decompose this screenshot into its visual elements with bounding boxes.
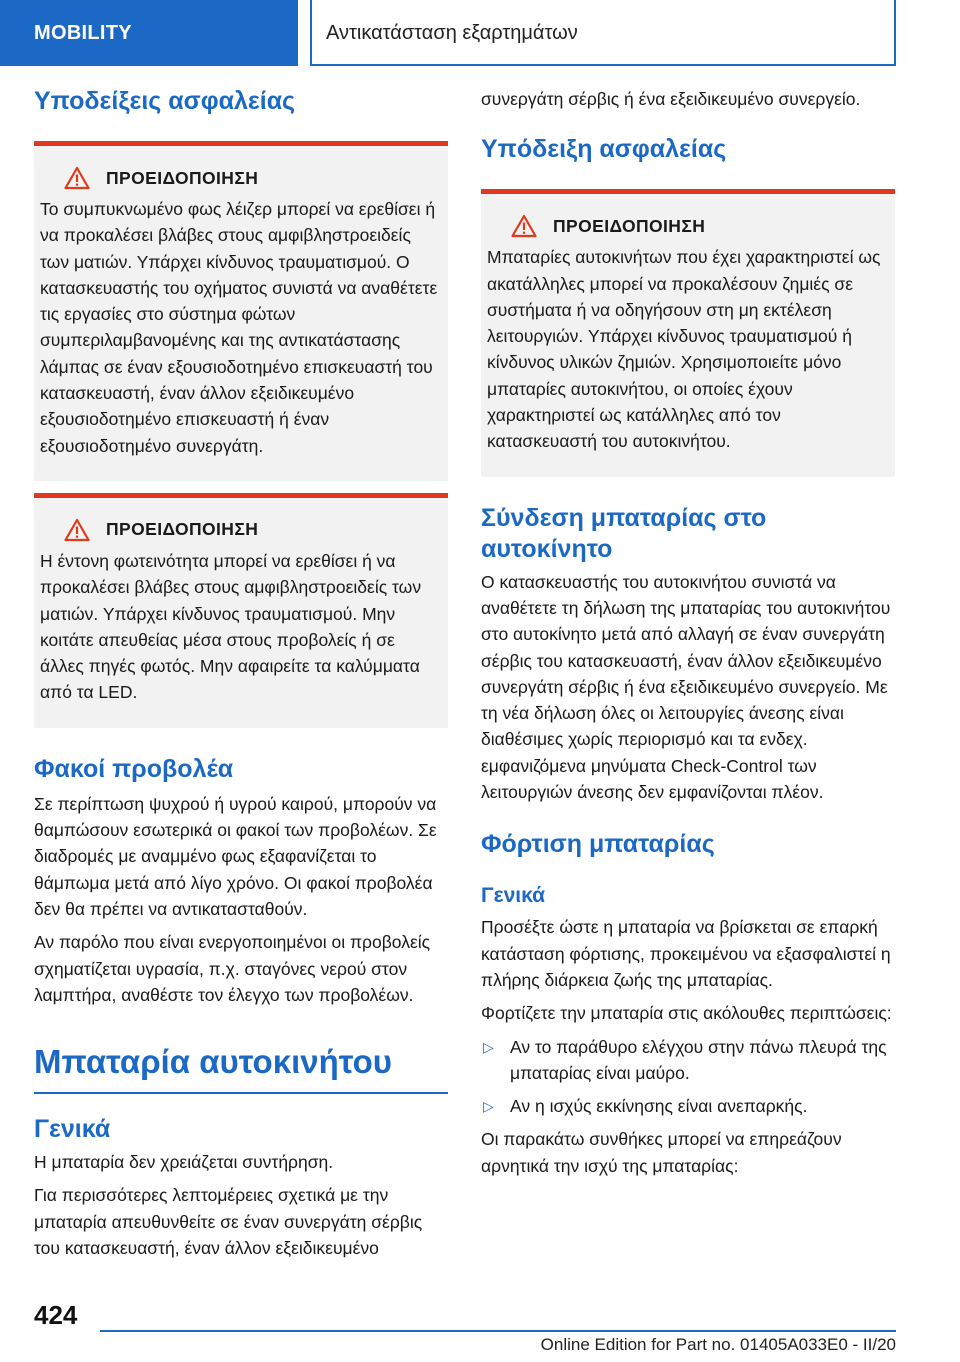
list-item-text: Αν η ισχύς εκκίνησης είναι ανεπαρκής. xyxy=(510,1096,808,1117)
edition-note: Online Edition for Part no. 01405A033E0 - II/20 xyxy=(540,1335,896,1354)
paragraph: συνεργάτη σέρβις ή ένα εξειδικευμένο συνεργείο. xyxy=(481,89,861,109)
paragraph: Ο κατασκευαστής του αυτοκινήτου συνιστά να αναθέτετε τη δήλωση της μπαταρίας του αυτοκινήτου στο αυτοκίνητο μετά από αλλαγή σε έναν συνεργάτη σέρβις του κατασκευαστή, έναν άλλον εξειδικευμένο συνεργάτη σέρβις ή ένα εξειδικευμένο συνεργείο. Με τη νέα δήλωση όλες οι λειτουργίες άνεσης είναι διαθέσιμες χωρίς περιορισμό και τα ενδεχ. εμφανιζόμενα μηνύματα Check-Control των λειτουργιών άνεσης δεν εμφανίζονται πλέον. xyxy=(481,571,891,803)
warning-title: ΠΡΟΕΙΔΟΠΟΙΗΣΗ xyxy=(106,519,259,540)
heading-safety-note: Υπόδειξη ασφαλείας xyxy=(481,135,727,164)
list-item xyxy=(481,1034,895,1087)
list-item-text: Αν το παράθυρο ελέγχου στην πάνω πλευρά της μπαταρίας είναι μαύρο. xyxy=(510,1036,887,1083)
paragraph: Οι παρακάτω συνθήκες μπορεί να επηρεάζουν αρνητικά την ισχύ της μπαταρίας: xyxy=(481,1129,842,1176)
footer-rule xyxy=(100,1330,896,1332)
section-tab: MOBILITY xyxy=(0,0,298,66)
paragraph: Φορτίζετε την μπαταρία στις ακόλουθες περιπτώσεις: xyxy=(481,1003,892,1024)
list-item xyxy=(481,1093,895,1119)
paragraph: Προσέξτε ώστε η μπαταρία να βρίσκεται σε επαρκή κατάσταση φόρτισης, προκειμένου να εξασφαλιστεί η πλήρης διάρκεια ζωής της μπαταρίας. xyxy=(481,917,891,990)
heading-headlight-lenses: Φακοί προβολέα xyxy=(34,754,234,783)
heading-general: Γενικά xyxy=(481,884,546,908)
paragraph: Η μπαταρία δεν χρειάζεται συντήρηση. xyxy=(34,1152,334,1173)
heading-battery-charging: Φόρτιση μπαταρίας xyxy=(481,830,715,859)
paragraph: Για περισσότερες λεπτομέρειες σχετικά με την μπαταρία απευθυνθείτε σε έναν συνεργάτη σέρβις του κατασκευαστή, έναν άλλον εξειδικευμένο xyxy=(34,1185,423,1259)
warning-text: Η έντονη φωτεινότητα μπορεί να ερεθίσει ή να προκαλέσει βλάβες στους αμφιβληστροειδείς των ματιών. Υπάρχει κίνδυνος τραυματισμού. Μην κοιτάτε απευθείας μέσα στους προβολείς ή σε άλλες πηγές φωτός. Μην αφαιρείτε τα καλύμματα από τα LED. xyxy=(40,550,422,703)
header-underline xyxy=(310,64,896,66)
warning-triangle-icon xyxy=(511,214,537,238)
heading-general: Γενικά xyxy=(34,1115,111,1144)
paragraph: Αν παρόλο που είναι ενεργοποιημένοι οι προβολείς σχηματίζεται υγρασία, π.χ. σταγόνες νερού στον λαμπτήρα, αναθέστε τον έλεγχο των προβολέων. xyxy=(34,932,431,1005)
warning-box-laser xyxy=(34,141,448,481)
chapter-title: Αντικατάσταση εξαρτημάτων xyxy=(326,22,578,44)
paragraph: Σε περίπτωση ψυχρού ή υγρού καιρού, μπορούν να θαμπώσουν εσωτερικά οι φακοί των προβολέων. Σε διαδρομές με αναμμένο φως εξαφανίζεται το θάμπωμα μετά από λίγο χρόνο. Οι φακοί προβολέα δεν θα πρέπει να αντικατασταθούν. xyxy=(34,793,437,919)
page-header xyxy=(0,0,960,66)
warning-text: Μπαταρίες αυτοκινήτων που έχει χαρακτηριστεί ως ακατάλληλες μπορεί να προκαλέσουν ζημιές σε συστήματα ή να οδηγήσουν στη μη εκτέλεση λειτουργιών. Υπάρχει κίνδυνος τραυματισμού ή κίνδυνος υλικών ζημιών. Χρησιμοποιείτε μόνο μπαταρίες αυτοκινήτου, οι οποίες έχουν χαρακτηριστεί ως κατάλληλες από τον κατασκευαστή του αυτοκινήτου. xyxy=(487,247,881,452)
warning-title: ΠΡΟΕΙΔΟΠΟΙΗΣΗ xyxy=(553,215,706,236)
warning-box-brightness xyxy=(34,493,448,728)
right-column xyxy=(481,86,895,1179)
warning-text: Το συμπυκνωμένο φως λέιζερ μπορεί να ερεθίσει ή να προκαλέσει βλάβες στους αμφιβληστροειδείς των ματιών. Υπάρχει κίνδυνος τραυματισμού. Ο κατασκευαστής του οχήματος συνιστά να αναθέτετε τις εργασίες στο σύστημα φώτων συμπεριλαμβανομένης και της αντικατάστασης λάμπας σε έναν εξουσιοδοτημένο επισκευαστή του κατασκευαστή, έναν άλλον εξειδικευμένο εξουσιοδοτημένο επισκευαστή ή έναν εξουσιοδοτημένο συνεργάτη. xyxy=(40,199,438,456)
triangle-bullet-icon: ▷ xyxy=(483,1038,494,1055)
heading-battery-connection: Σύνδεση μπαταρίας στο αυτοκίνητο xyxy=(481,503,767,563)
page-number: 424 xyxy=(34,1300,78,1330)
header-right-border xyxy=(894,0,896,66)
heading-safety-instructions: Υποδείξεις ασφαλείας xyxy=(34,87,296,115)
warning-title: ΠΡΟΕΙΔΟΠΟΙΗΣΗ xyxy=(106,167,259,188)
triangle-bullet-icon: ▷ xyxy=(483,1098,494,1115)
warning-triangle-icon xyxy=(64,518,90,542)
warning-box-battery xyxy=(481,189,895,476)
warning-triangle-icon xyxy=(64,166,90,190)
header-divider xyxy=(310,0,312,66)
heading-vehicle-battery: Μπαταρία αυτοκινήτου xyxy=(34,1042,448,1094)
left-column xyxy=(34,86,448,1261)
